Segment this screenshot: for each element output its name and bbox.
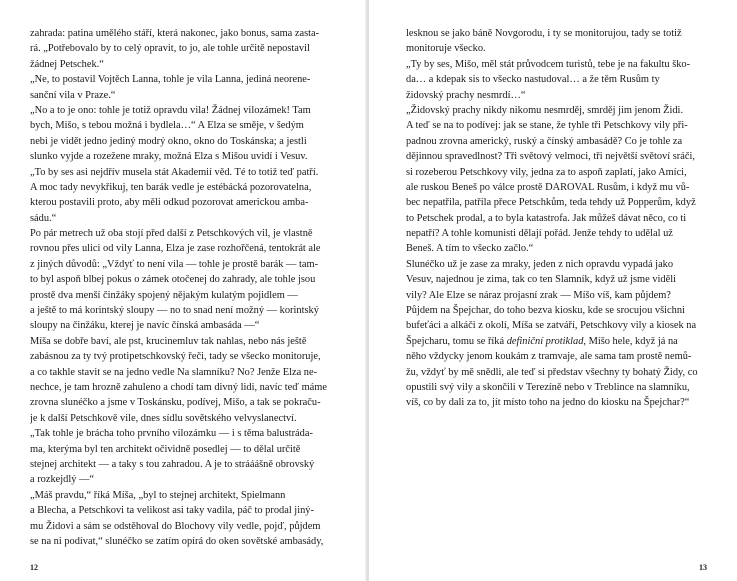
text-line: [406, 380, 707, 395]
line-emphasis: definiční protiklad: [506, 335, 584, 347]
line-text: nebi je vidět jedno jediný modrý okno, okno do Toskánska; a jestli: [30, 135, 307, 147]
text-line: [30, 88, 333, 103]
line-text: to Petschek prodal, a to byla katastrofa. Jak můžeš dávat něco, co ti: [406, 212, 687, 224]
line-text: rá. „Potřebovalo by to celý opravit, to jo, ale tohle určitě nepostavil: [30, 43, 310, 55]
text-line: [406, 365, 707, 380]
text-line: [30, 134, 333, 149]
text-line: [406, 134, 707, 149]
text-line: [406, 318, 707, 333]
line-text: z jiných důvodů: „Vždyť to není vila — tohle je prostě barák — tam-: [30, 258, 319, 270]
line-text: bych, Mišo, s tebou možná i bydlela…“ A Elza se směje, v šedým: [30, 120, 304, 132]
text-line: [406, 26, 707, 41]
line-text: bec nepatřila, patřila přece Petschkům, teda tehdy už Popperům, když: [406, 197, 696, 209]
text-line: [406, 288, 707, 303]
text-line: [406, 257, 707, 272]
right-page: [369, 0, 737, 581]
line-text: zahrada: patina umělého stáří, která nakonec, jako bonus, sama zasta-: [30, 28, 320, 39]
line-text: Půjdem na Špejchar, do toho bezva kiosku, kde se srocujou všichni: [406, 305, 685, 317]
line-text: prostě dva menší činžáky spojený nějakým kulatým pojidlem —: [30, 289, 298, 301]
line-text: sanční vila v Praze.“: [30, 89, 116, 101]
text-line: [406, 57, 707, 72]
line-text: bufeťáci a alkáči z okolí, Míša se zatváří, Petschkovy vily a kiosek na: [406, 320, 697, 332]
text-line: [30, 472, 333, 487]
line-text: Slunéčko už je zase za mraky, jeden z nich opravdu vypadá jako: [406, 258, 674, 270]
line-text: si rozeberou Petschkovy vily, jedna za to aspoň zaplatí, jako Amíci,: [406, 166, 687, 178]
text-line: [406, 272, 707, 287]
text-line: [30, 411, 333, 426]
text-line: [406, 149, 707, 164]
line-text: rovnou přes ulici od vily Lanna, Elza je zase rozhořčená, tentokrát ale: [30, 243, 321, 255]
line-text: to byl aspoň blbej pokus o zámek otočenej do zahrady, ale tohle jsou: [30, 274, 316, 286]
text-line: [30, 257, 333, 272]
line-text: „Tak tohle je brácha toho prvního vilozámku — i s těma balustráda-: [30, 428, 313, 440]
text-line: [30, 41, 333, 56]
line-text: ale ruskou Beneš po válce prostě DAROVAL Rusům, i když mu vů-: [406, 181, 690, 193]
text-line: [30, 241, 333, 256]
text-line: [30, 180, 333, 195]
text-line: [30, 318, 333, 333]
text-line: [406, 165, 707, 180]
text-line: [30, 426, 333, 441]
line-text: A moc tady nevykřikuj, ten barák vedle je estébácká pozorovatelna,: [30, 181, 312, 193]
text-line: [30, 488, 333, 503]
line-text: se na ni podívat,“ slunéčko se zatím opírá do oken sovětské ambasády,: [30, 535, 324, 547]
line-text: slunko vyjde a rozežene mraky, možná Elza s Mišou uvidí i Vesuv.: [30, 151, 308, 163]
line-text: nepatří? A tohle komunisti dělají pořád. Jenže tehdy to udělal už: [406, 228, 673, 240]
text-line: [406, 103, 707, 118]
text-line: [30, 334, 333, 349]
line-text: žu, vždyť by mě snědli, ale teď si představ všechny ty bohatý Židy, co: [406, 366, 698, 378]
text-line: [30, 149, 333, 164]
line-text: A teď se na to podívej: jak se stane, že tyhle tři Petschkovy vily při-: [406, 120, 688, 132]
line-text: „No a to je ono: tohle je totiž opravdu vila! Žádnej vilozámek! Tam: [30, 104, 311, 116]
line-text: nechce, je tam hrozně zahuleno a chodí tam divný lidi, navíc teď máme: [30, 381, 327, 393]
line-text: „Ty by ses, Mišo, měl stát průvodcem turistů, tebe je na fakultu ško-: [406, 58, 691, 70]
text-line: [30, 303, 333, 318]
left-page: [0, 0, 367, 581]
line-text: a Blecha, a Petschkovi ta velikost asi taky vadila, páč to prodal jiný-: [30, 505, 314, 517]
text-line: [30, 272, 333, 287]
text-line: [30, 57, 333, 72]
line-text: Míša se dobře baví, ale pst, krucinemluv tak nahlas, nebo nás ještě: [30, 335, 307, 347]
line-text: něho vždycky jenom koukám z tramvaje, ale sama tam prostě nemů-: [406, 351, 692, 363]
line-text: Špejcharu, tomu se říká: [406, 335, 507, 347]
text-line: [406, 226, 707, 241]
line-text: víš, co by dali za to, jít místo toho na jedno do kiosku na Špejchar?“: [406, 397, 690, 409]
line-text: padnou zrovna americký, ruský a čínský ambasádě? Co je tohle za: [406, 135, 683, 147]
line-text: sloupy na činžáku, kterej je navíc čínská ambasáda —“: [30, 320, 260, 332]
line-text: Po pár metrech už oba stojí před další z Petschkových vil, je vlastně: [30, 228, 313, 240]
text-line: [30, 195, 333, 210]
line-text: a ještě to má korintský sloupy — no to snad není možný — korintský: [30, 305, 319, 317]
text-line: [30, 457, 333, 472]
line-text: zrovna slunéčko a jsme v Toskánsku, podívej, Mišo, a tak se pokraču-: [30, 397, 321, 409]
text-line: [30, 211, 333, 226]
line-text: sádu.“: [30, 212, 57, 224]
line-text: lesknou se jako báně Novgorodu, i ty se monitorujou, tady se totiž: [406, 28, 682, 39]
line-text-after: , Míšo hele, když já na: [583, 335, 678, 347]
text-line: [406, 41, 707, 56]
line-text: Beneš. A tím to všecko začlo.“: [406, 243, 534, 255]
text-line: [30, 72, 333, 87]
right-page-number: 13: [699, 563, 707, 572]
text-line: [30, 118, 333, 133]
text-line: [406, 72, 707, 87]
text-line: [406, 395, 707, 410]
text-line: [406, 349, 707, 364]
text-line: [30, 26, 333, 41]
line-text: židovský prachy nesmrdí…“: [406, 89, 526, 101]
text-line: [30, 380, 333, 395]
line-text: dějinnou spravedlnost? Tři světový velmoci, tři největší světoví sráči,: [406, 151, 695, 163]
left-page-text: [30, 26, 333, 549]
line-text: kterou postavili proto, aby měli odkud pozorovat americkou amba-: [30, 197, 309, 209]
text-line: [406, 303, 707, 318]
text-line: [30, 349, 333, 364]
line-text: Vesuv, najednou je zima, tak co ten Slamník, když už jsme viděli: [406, 274, 676, 286]
left-page-number: 12: [30, 563, 38, 572]
text-line: [406, 88, 707, 103]
text-line: [30, 442, 333, 457]
line-text: ma, kterýma byl ten architekt očividně posedlej — to dělal určitě: [30, 443, 301, 455]
text-line: [406, 180, 707, 195]
text-line: [30, 226, 333, 241]
text-line: [30, 395, 333, 410]
line-text: „Židovský prachy nikdy nikomu nesmrděj, smrděj jim jenom Židi.: [406, 104, 684, 116]
line-text: zabásnou za ty tvý protipetschkovský řeči, tady se všecko monitoruje,: [30, 351, 321, 363]
text-line: [30, 288, 333, 303]
line-text: opustili svý vily a skončili v Terezíně nebo v Treblince na slamníku,: [406, 381, 690, 393]
text-line: [30, 519, 333, 534]
right-page-text: [406, 26, 707, 411]
text-line: [30, 365, 333, 380]
text-line: [406, 195, 707, 210]
line-text: mu Židovi a sám se odstěhoval do Blochovy vily vedle, pojď, půjdem: [30, 520, 321, 532]
line-text: „Ne, to postavil Vojtěch Lanna, tohle je vila Lanna, jediná neorene-: [30, 74, 311, 86]
line-text: je k další Petschkově vile, dnes sídlu sovětského velvyslanectví.: [30, 412, 297, 424]
line-text: da… a kdepak sis to všecko nastudoval… a že těm Rusům ty: [406, 74, 660, 86]
line-text: „Máš pravdu,“ říká Míša, „byl to stejnej architekt, Spielmann: [30, 489, 286, 501]
line-text: žádnej Petschek.“: [30, 58, 104, 70]
text-line: [30, 503, 333, 518]
text-line: [406, 241, 707, 256]
line-text: monitoruje všecko.: [406, 43, 486, 55]
text-line: [30, 165, 333, 180]
text-line: [406, 211, 707, 226]
line-text: stejnej architekt — a taky s tou zahradou. A je to strááášně obrovský: [30, 458, 315, 470]
text-line: [406, 118, 707, 133]
line-text: vily? Ale Elze se náraz projasní zrak — Míšo víš, kam půjdem?: [406, 289, 671, 301]
line-text: a co takhle stavit se na jedno vedle Na slamníku? No? Jenže Elza ne-: [30, 366, 318, 378]
text-line: [30, 534, 333, 549]
text-line: [30, 103, 333, 118]
line-text: „To by ses asi nejdřív musela stát Akademií věd. Té to totiž teď patří.: [30, 166, 319, 178]
text-line: [406, 334, 707, 349]
line-text: a rozkejdlý —“: [30, 474, 95, 486]
